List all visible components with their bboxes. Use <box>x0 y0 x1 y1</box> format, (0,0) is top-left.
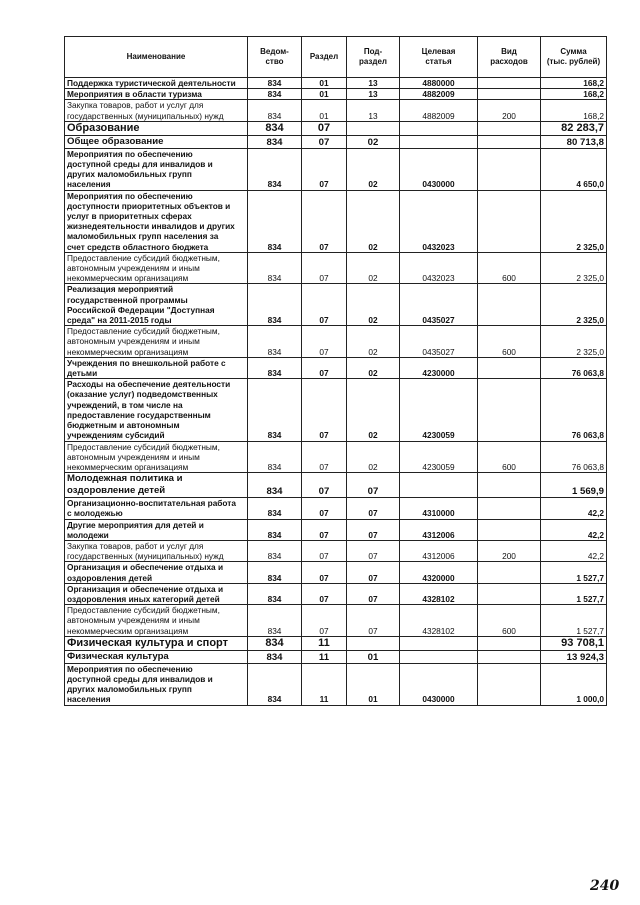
header-name: Наименование <box>65 37 248 78</box>
cell-name: Мероприятия по обеспечению доступной среды для инвалидов и других маломобильных групп населения <box>65 663 248 705</box>
cell-section: 07 <box>302 473 347 498</box>
cell-section: 07 <box>302 135 347 148</box>
cell-target: 0435027 <box>400 284 478 326</box>
cell-dept: 834 <box>248 498 302 519</box>
cell-sum: 80 713,8 <box>541 135 607 148</box>
cell-dept: 834 <box>248 135 302 148</box>
cell-subsection: 13 <box>347 78 400 89</box>
cell-name: Образование <box>65 121 248 135</box>
table-row <box>65 636 607 650</box>
cell-sum: 2 325,0 <box>541 284 607 326</box>
cell-subsection: 02 <box>347 148 400 190</box>
table-row <box>65 326 607 358</box>
cell-exptype: 600 <box>478 252 541 284</box>
header-row <box>65 37 607 78</box>
cell-target <box>400 650 478 663</box>
cell-name: Общее образование <box>65 135 248 148</box>
cell-section: 01 <box>302 100 347 121</box>
cell-dept: 834 <box>248 190 302 252</box>
cell-dept: 834 <box>248 252 302 284</box>
cell-section: 11 <box>302 663 347 705</box>
cell-section: 07 <box>302 441 347 473</box>
cell-name: Физическая культура <box>65 650 248 663</box>
cell-exptype <box>478 519 541 540</box>
cell-section: 07 <box>302 583 347 604</box>
table-row <box>65 135 607 148</box>
cell-sum: 168,2 <box>541 78 607 89</box>
cell-dept: 834 <box>248 562 302 583</box>
cell-dept: 834 <box>248 441 302 473</box>
cell-section: 07 <box>302 284 347 326</box>
cell-section: 01 <box>302 78 347 89</box>
cell-section: 01 <box>302 89 347 100</box>
cell-target: 4312006 <box>400 519 478 540</box>
cell-target: 4230059 <box>400 379 478 441</box>
cell-dept: 834 <box>248 540 302 561</box>
header-section: Раздел <box>302 37 347 78</box>
cell-sum: 82 283,7 <box>541 121 607 135</box>
header-dept: Ведом- ство <box>248 37 302 78</box>
cell-target: 4320000 <box>400 562 478 583</box>
cell-name: Учреждения по внешкольной работе с детьми <box>65 357 248 378</box>
cell-dept: 834 <box>248 100 302 121</box>
cell-dept: 834 <box>248 605 302 637</box>
cell-sum: 2 325,0 <box>541 252 607 284</box>
cell-sum: 42,2 <box>541 519 607 540</box>
table-row <box>65 562 607 583</box>
cell-target <box>400 473 478 498</box>
cell-dept: 834 <box>248 379 302 441</box>
cell-section: 07 <box>302 540 347 561</box>
table-row <box>65 583 607 604</box>
cell-subsection: 13 <box>347 89 400 100</box>
cell-subsection <box>347 121 400 135</box>
cell-target <box>400 135 478 148</box>
cell-subsection: 02 <box>347 441 400 473</box>
cell-sum: 76 063,8 <box>541 379 607 441</box>
cell-section: 11 <box>302 650 347 663</box>
cell-exptype <box>478 636 541 650</box>
cell-subsection: 07 <box>347 583 400 604</box>
budget-table <box>64 36 607 706</box>
table-row <box>65 89 607 100</box>
cell-target: 4328102 <box>400 583 478 604</box>
cell-subsection: 02 <box>347 252 400 284</box>
cell-name: Физическая культура и спорт <box>65 636 248 650</box>
table-row <box>65 605 607 637</box>
table-row <box>65 78 607 89</box>
cell-sum: 1 569,9 <box>541 473 607 498</box>
cell-section: 07 <box>302 379 347 441</box>
cell-exptype <box>478 562 541 583</box>
cell-subsection: 02 <box>347 190 400 252</box>
cell-name: Предоставление субсидий бюджетным, автономным учреждениям и иным некоммерческим организациям <box>65 252 248 284</box>
cell-dept: 834 <box>248 148 302 190</box>
cell-sum: 13 924,3 <box>541 650 607 663</box>
cell-sum: 1 000,0 <box>541 663 607 705</box>
cell-dept: 834 <box>248 583 302 604</box>
cell-name: Предоставление субсидий бюджетным, автономным учреждениям и иным некоммерческим организациям <box>65 326 248 358</box>
cell-sum: 1 527,7 <box>541 605 607 637</box>
cell-sum: 1 527,7 <box>541 583 607 604</box>
cell-subsection: 01 <box>347 663 400 705</box>
cell-dept: 834 <box>248 326 302 358</box>
cell-exptype: 600 <box>478 605 541 637</box>
cell-dept: 834 <box>248 519 302 540</box>
cell-exptype: 200 <box>478 100 541 121</box>
cell-section: 07 <box>302 519 347 540</box>
cell-name: Реализация мероприятий государственной программы Российской Федерации "Доступная среда" на 2011-2015 годы <box>65 284 248 326</box>
cell-section: 07 <box>302 562 347 583</box>
cell-dept: 834 <box>248 473 302 498</box>
table-row <box>65 357 607 378</box>
cell-section: 07 <box>302 326 347 358</box>
cell-sum: 2 325,0 <box>541 190 607 252</box>
cell-subsection: 02 <box>347 284 400 326</box>
table-row <box>65 650 607 663</box>
cell-dept: 834 <box>248 357 302 378</box>
cell-subsection: 07 <box>347 473 400 498</box>
cell-sum: 4 650,0 <box>541 148 607 190</box>
table-row <box>65 441 607 473</box>
cell-subsection: 02 <box>347 379 400 441</box>
cell-section: 07 <box>302 190 347 252</box>
table-row <box>65 284 607 326</box>
cell-exptype <box>478 148 541 190</box>
cell-subsection: 07 <box>347 562 400 583</box>
cell-dept: 834 <box>248 663 302 705</box>
cell-exptype <box>478 78 541 89</box>
cell-exptype <box>478 650 541 663</box>
cell-dept: 834 <box>248 121 302 135</box>
cell-target: 4310000 <box>400 498 478 519</box>
cell-name: Мероприятия по обеспечению доступной среды для инвалидов и других маломобильных групп населения <box>65 148 248 190</box>
cell-subsection: 07 <box>347 540 400 561</box>
cell-section: 11 <box>302 636 347 650</box>
cell-target: 4882009 <box>400 100 478 121</box>
cell-section: 07 <box>302 498 347 519</box>
cell-exptype <box>478 498 541 519</box>
table-row <box>65 121 607 135</box>
cell-exptype: 200 <box>478 540 541 561</box>
cell-subsection: 02 <box>347 357 400 378</box>
cell-name: Другие мероприятия для детей и молодежи <box>65 519 248 540</box>
cell-dept: 834 <box>248 89 302 100</box>
cell-name: Предоставление субсидий бюджетным, автономным учреждениям и иным некоммерческим организациям <box>65 605 248 637</box>
cell-subsection: 02 <box>347 135 400 148</box>
cell-subsection: 13 <box>347 100 400 121</box>
table-row <box>65 663 607 705</box>
table-row <box>65 252 607 284</box>
cell-subsection: 02 <box>347 326 400 358</box>
cell-target: 0432023 <box>400 190 478 252</box>
cell-section: 07 <box>302 357 347 378</box>
cell-target: 4230000 <box>400 357 478 378</box>
cell-exptype <box>478 473 541 498</box>
cell-dept: 834 <box>248 284 302 326</box>
cell-subsection: 01 <box>347 650 400 663</box>
cell-sum: 168,2 <box>541 89 607 100</box>
cell-exptype <box>478 663 541 705</box>
cell-exptype: 600 <box>478 441 541 473</box>
table-row <box>65 148 607 190</box>
table-body <box>65 78 607 706</box>
table-row <box>65 540 607 561</box>
cell-exptype <box>478 135 541 148</box>
cell-section: 07 <box>302 605 347 637</box>
cell-target: 4312006 <box>400 540 478 561</box>
cell-name: Расходы на обеспечение деятельности (оказание услуг) подведомственных учреждений, в том числе на предоставление государственным бюджетным и автономным учреждениям субсидий <box>65 379 248 441</box>
cell-sum: 42,2 <box>541 498 607 519</box>
header-sum: Сумма (тыс. рублей) <box>541 37 607 78</box>
cell-target: 0430000 <box>400 148 478 190</box>
cell-exptype <box>478 583 541 604</box>
cell-exptype <box>478 284 541 326</box>
cell-dept: 834 <box>248 78 302 89</box>
cell-exptype <box>478 357 541 378</box>
cell-name: Предоставление субсидий бюджетным, автономным учреждениям и иным некоммерческим организациям <box>65 441 248 473</box>
table-row <box>65 100 607 121</box>
header-exptype: Вид расходов <box>478 37 541 78</box>
table-row <box>65 498 607 519</box>
cell-name: Организация и обеспечение отдыха и оздоровления иных категорий детей <box>65 583 248 604</box>
cell-sum: 1 527,7 <box>541 562 607 583</box>
cell-target <box>400 636 478 650</box>
cell-name: Молодежная политика и оздоровление детей <box>65 473 248 498</box>
cell-sum: 76 063,8 <box>541 441 607 473</box>
cell-target: 0435027 <box>400 326 478 358</box>
cell-target: 4230059 <box>400 441 478 473</box>
cell-subsection: 07 <box>347 498 400 519</box>
table-row <box>65 473 607 498</box>
cell-name: Закупка товаров, работ и услуг для государственных (муниципальных) нужд <box>65 540 248 561</box>
cell-dept: 834 <box>248 650 302 663</box>
cell-exptype <box>478 89 541 100</box>
cell-target: 0430000 <box>400 663 478 705</box>
cell-name: Мероприятия в области туризма <box>65 89 248 100</box>
cell-sum: 2 325,0 <box>541 326 607 358</box>
cell-subsection <box>347 636 400 650</box>
cell-sum: 168,2 <box>541 100 607 121</box>
cell-dept: 834 <box>248 636 302 650</box>
cell-sum: 76 063,8 <box>541 357 607 378</box>
page-number: 240 <box>590 878 620 894</box>
header-subsection: Под- раздел <box>347 37 400 78</box>
table-row <box>65 519 607 540</box>
cell-exptype <box>478 190 541 252</box>
cell-name: Организация и обеспечение отдыха и оздоровления детей <box>65 562 248 583</box>
cell-section: 07 <box>302 121 347 135</box>
cell-target <box>400 121 478 135</box>
cell-section: 07 <box>302 148 347 190</box>
cell-subsection: 07 <box>347 519 400 540</box>
cell-exptype <box>478 379 541 441</box>
cell-sum: 93 708,1 <box>541 636 607 650</box>
table-row <box>65 379 607 441</box>
cell-sum: 42,2 <box>541 540 607 561</box>
header-target: Целевая статья <box>400 37 478 78</box>
cell-target: 4882009 <box>400 89 478 100</box>
table-row <box>65 190 607 252</box>
cell-name: Закупка товаров, работ и услуг для государственных (муниципальных) нужд <box>65 100 248 121</box>
cell-target: 4328102 <box>400 605 478 637</box>
cell-section: 07 <box>302 252 347 284</box>
cell-exptype: 600 <box>478 326 541 358</box>
cell-exptype <box>478 121 541 135</box>
cell-subsection: 07 <box>347 605 400 637</box>
cell-target: 0432023 <box>400 252 478 284</box>
cell-name: Мероприятия по обеспечению доступности приоритетных объектов и услуг в приоритетных сферах жизнедеятельности инвалидов и других маломобильных групп населения за счет средств областного бюджета <box>65 190 248 252</box>
cell-name: Поддержка туристической деятельности <box>65 78 248 89</box>
cell-target: 4880000 <box>400 78 478 89</box>
cell-name: Организационно-воспитательная работа с молодежью <box>65 498 248 519</box>
